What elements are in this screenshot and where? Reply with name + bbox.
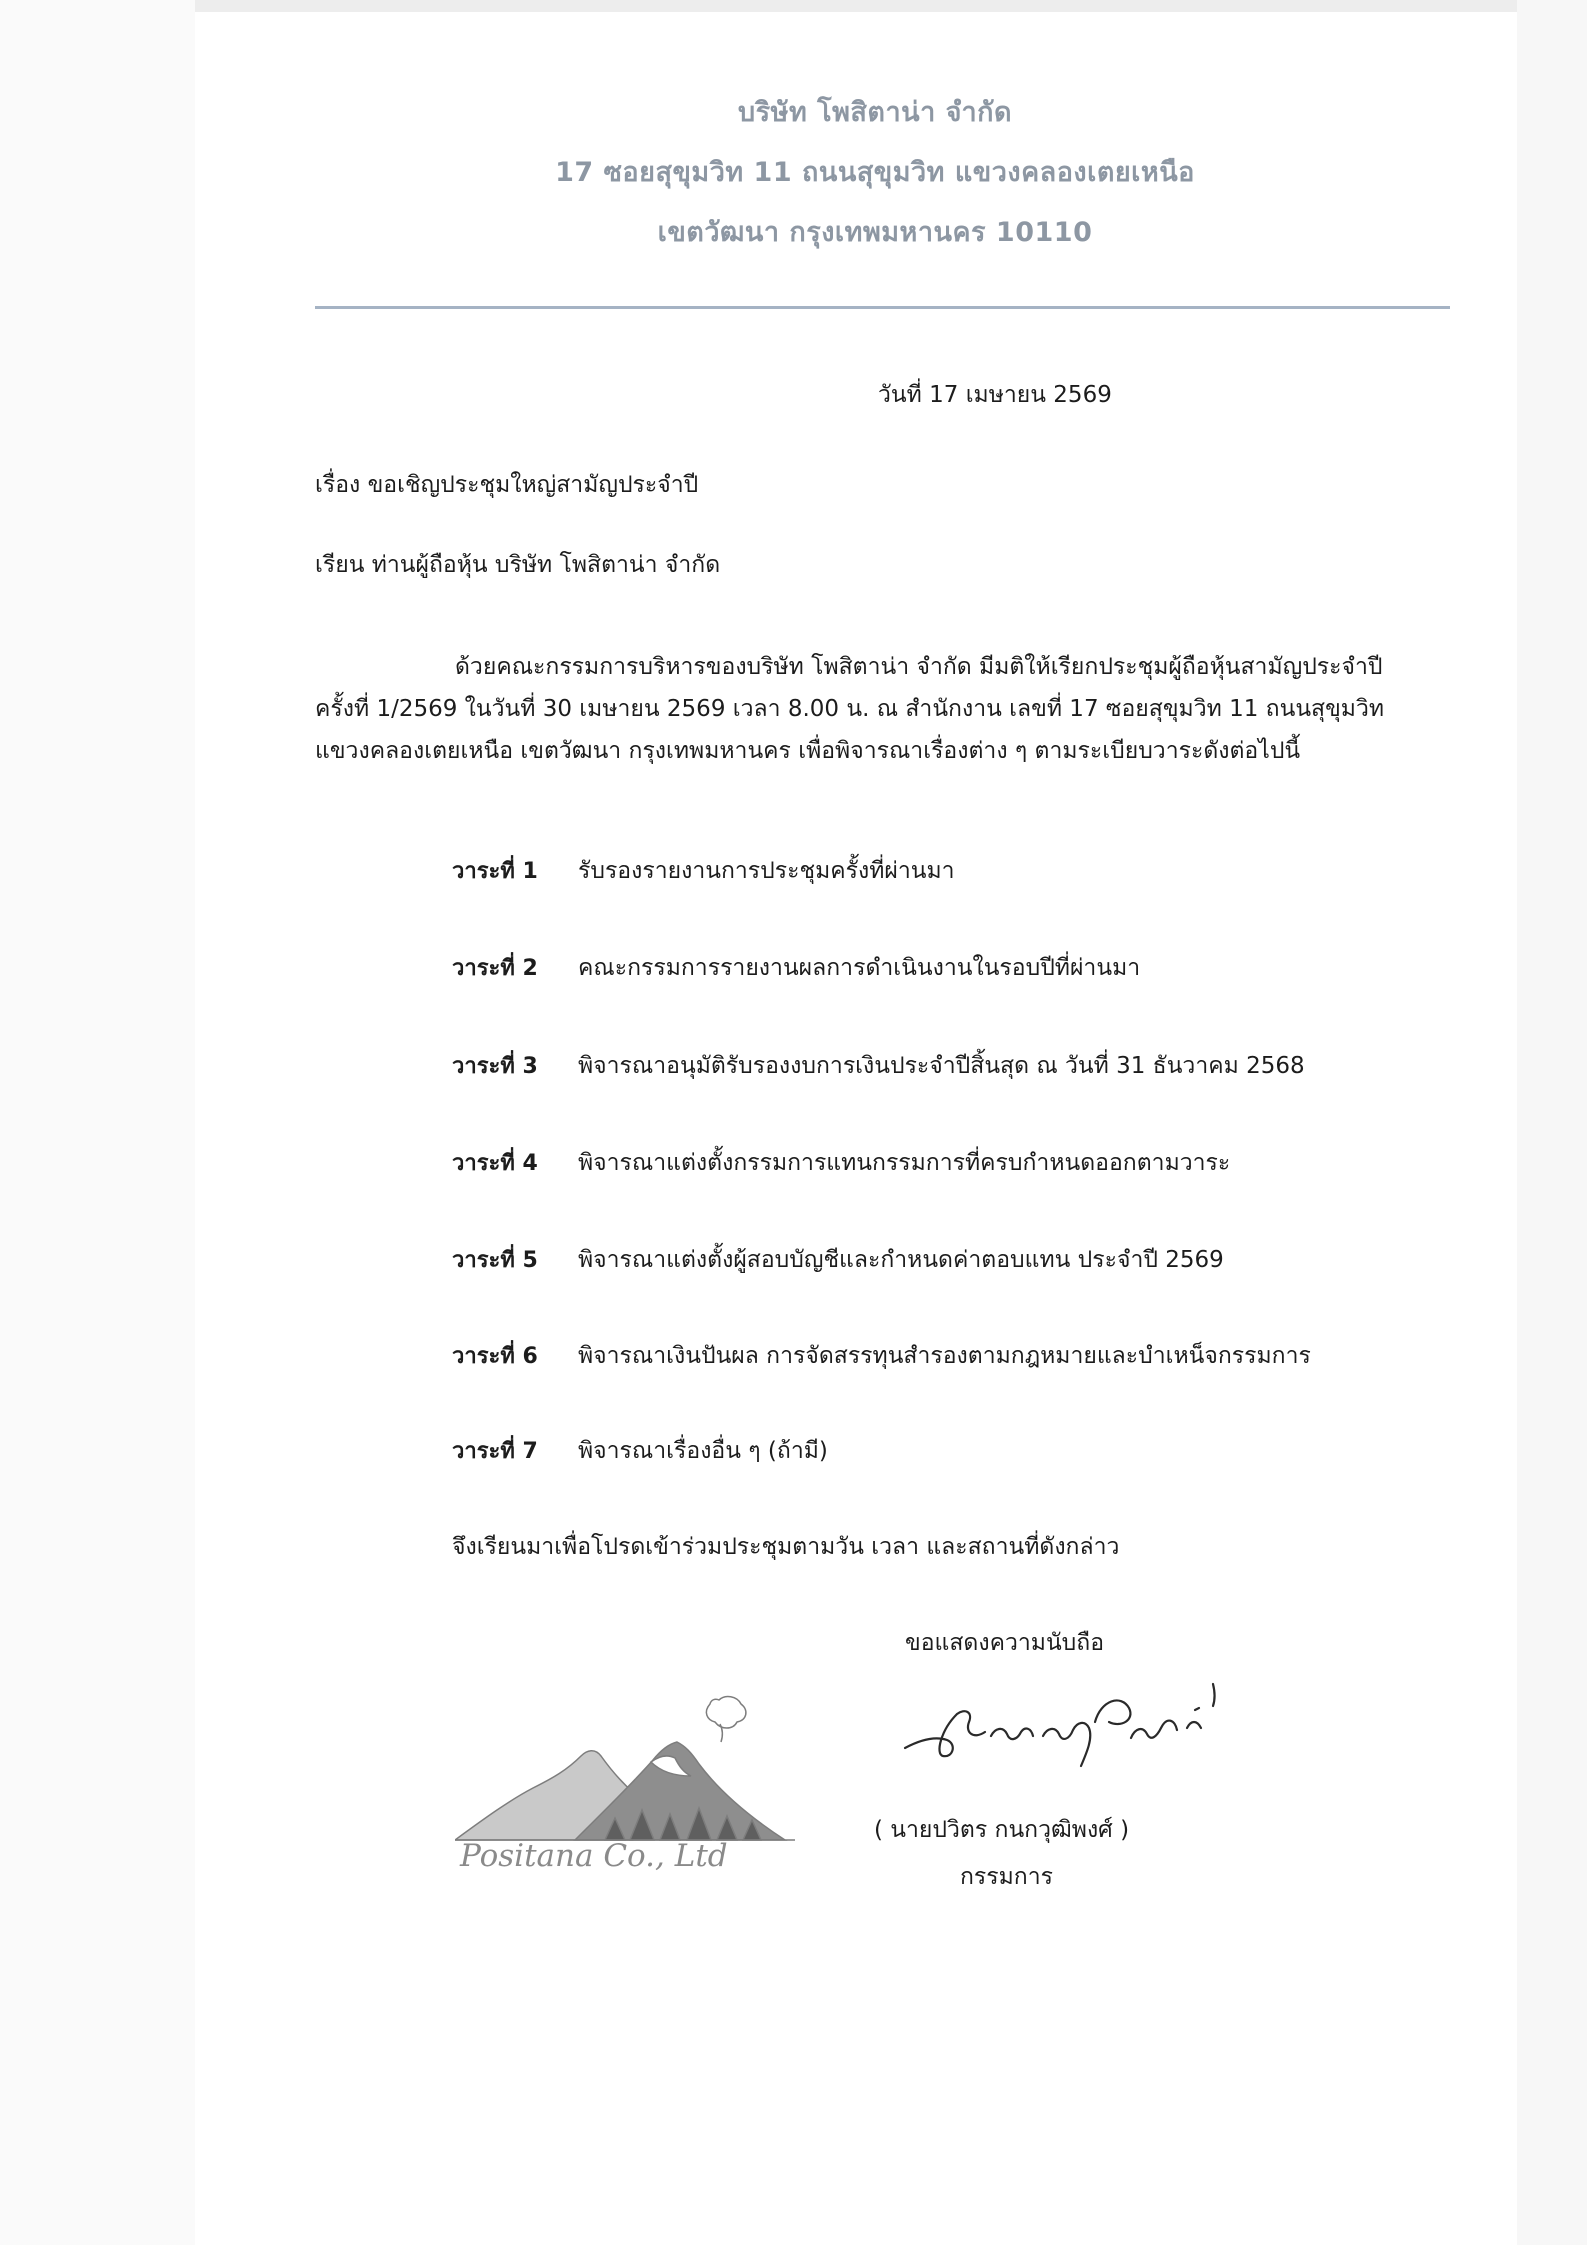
- letterhead-company: บริษัท โพสิตาน่า จำกัด: [738, 97, 1012, 128]
- agenda-label: วาระที่ 4: [452, 1151, 538, 1176]
- agenda-label: วาระที่ 3: [452, 1054, 538, 1079]
- agenda-text: พิจารณาอนุมัติรับรองงบการเงินประจำปีสิ้นสุด ณ วันที่ 31 ธันวาคม 2568: [578, 1053, 1305, 1079]
- signer-title: กรรมการ: [960, 1864, 1053, 1890]
- letter-date: วันที่ 17 เมษายน 2569: [878, 382, 1112, 408]
- scan-edge-left: [0, 0, 195, 2245]
- letter-closing: จึงเรียนมาเพื่อโปรดเข้าร่วมประชุมตามวัน เวลา และสถานที่ดังกล่าว: [452, 1534, 1120, 1560]
- scan-edge-right: [1517, 0, 1587, 2245]
- letterhead-address-line1: 17 ซอยสุขุมวิท 11 ถนนสุขุมวิท แขวงคลองเตยเหนือ: [555, 157, 1195, 188]
- company-seal-text: Positana Co., Ltd: [460, 1838, 728, 1874]
- agenda-text: คณะกรรมการรายงานผลการดำเนินงานในรอบปีที่ผ่านมา: [578, 955, 1141, 981]
- agenda-text: รับรองรายงานการประชุมครั้งที่ผ่านมา: [578, 858, 955, 884]
- agenda-text: พิจารณาเรื่องอื่น ๆ (ถ้ามี): [578, 1438, 828, 1464]
- agenda-label: วาระที่ 2: [452, 956, 538, 981]
- letter-regards: ขอแสดงความนับถือ: [905, 1630, 1105, 1656]
- letter-body: ด้วยคณะกรรมการบริหารของบริษัท โพสิตาน่า จำกัด มีมติให้เรียกประชุมผู้ถือหุ้นสามัญประจำปี ครั้งที่ 1/2569 ในวันที่ 30 เมษายน 2569 เวลา 8.00 น. ณ สำนักงาน เลขที่ 17 ซอยสุขุมวิท 11 ถนนสุขุมวิท แขวงคลองเตยเหนือ เขตวัฒนา กรุงเทพมหานคร เพื่อพิจารณาเรื่องต่าง ๆ ตามระเบียบวาระดังต่อไปนี้: [315, 654, 1385, 764]
- signer-name: ( นายปวิตร กนกวุฒิพงศ์ ): [874, 1817, 1130, 1843]
- agenda-text: พิจารณาแต่งตั้งผู้สอบบัญชีและกำหนดค่าตอบแทน ประจำปี 2569: [578, 1247, 1224, 1273]
- agenda-text: พิจารณาเงินปันผล การจัดสรรทุนสำรองตามกฎหมายและบำเหน็จกรรมการ: [578, 1343, 1311, 1369]
- scan-edge-top: [0, 0, 1587, 12]
- agenda-label: วาระที่ 6: [452, 1344, 538, 1369]
- agenda-label: วาระที่ 7: [452, 1439, 538, 1464]
- agenda-text: พิจารณาแต่งตั้งกรรมการแทนกรรมการที่ครบกำหนดออกตามวาระ: [578, 1150, 1231, 1176]
- letter-addressee: เรียน ท่านผู้ถือหุ้น บริษัท โพสิตาน่า จำกัด: [315, 552, 721, 578]
- agenda-label: วาระที่ 1: [452, 859, 538, 884]
- letterhead-address-line2: เขตวัฒนา กรุงเทพมหานคร 10110: [657, 217, 1093, 248]
- signature-image: [895, 1670, 1240, 1785]
- letterhead-divider: [315, 306, 1450, 309]
- agenda-label: วาระที่ 5: [452, 1248, 538, 1273]
- letter-subject: เรื่อง ขอเชิญประชุมใหญ่สามัญประจำปี: [315, 472, 699, 498]
